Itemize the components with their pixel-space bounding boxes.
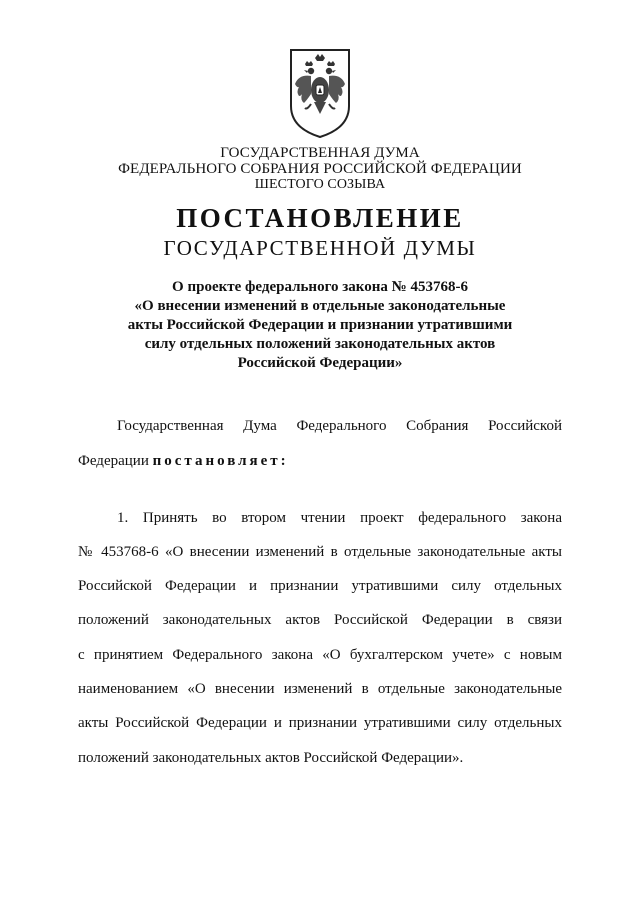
subject-line-2: «О внесении изменений в отдельные законодательные <box>134 298 506 314</box>
clause-1-line-8: положений законодательных актов Российской Федерации». <box>78 750 464 766</box>
subject-line-5: Российской Федерации» <box>237 355 403 371</box>
org-line-3: ШЕСТОГО СОЗЫВА <box>254 177 386 192</box>
preamble-line-1: Государственная Дума Федерального Собрания Российской <box>117 418 562 434</box>
clause-1-line-5: с принятием Федерального закона «О бухгалтерском учете» с новым <box>78 647 562 663</box>
clause-1-line-3: Российской Федерации и признании утратившими силу отдельных <box>78 578 562 594</box>
preamble-text: Федерации <box>78 453 153 469</box>
subject-line-4: силу отдельных положений законодательных актов <box>144 336 496 352</box>
preamble-line-2 <box>78 453 562 470</box>
decree-verb: постановляет: <box>152 453 289 469</box>
document-type-title: ПОСТАНОВЛЕНИЕ <box>176 203 464 233</box>
clause-1-line-7: акты Российской Федерации и признании утратившими силу отдельных <box>78 715 562 731</box>
document-issuer-title: ГОСУДАРСТВЕННОЙ ДУМЫ <box>163 236 477 260</box>
coat-of-arms-icon <box>287 44 353 140</box>
clause-1-line-1: 1. Принять во втором чтении проект федерального закона <box>117 510 562 526</box>
clause-1-line-6: наименованием «О внесении изменений в отдельные законодательные <box>78 681 562 697</box>
clause-1-line-4: положений законодательных актов Российской Федерации в связи <box>78 612 562 628</box>
org-line-1: ГОСУДАРСТВЕННАЯ ДУМА <box>220 145 420 161</box>
subject-line-3: акты Российской Федерации и признании утратившими <box>127 317 513 333</box>
clause-1-line-2: № 453768-6 «О внесении изменений в отдельные законодательные акты <box>78 544 562 560</box>
subject-line-1: О проекте федерального закона № 453768-6 <box>172 279 468 295</box>
org-line-2: ФЕДЕРАЛЬНОГО СОБРАНИЯ РОССИЙСКОЙ ФЕДЕРАЦИИ <box>118 161 522 177</box>
